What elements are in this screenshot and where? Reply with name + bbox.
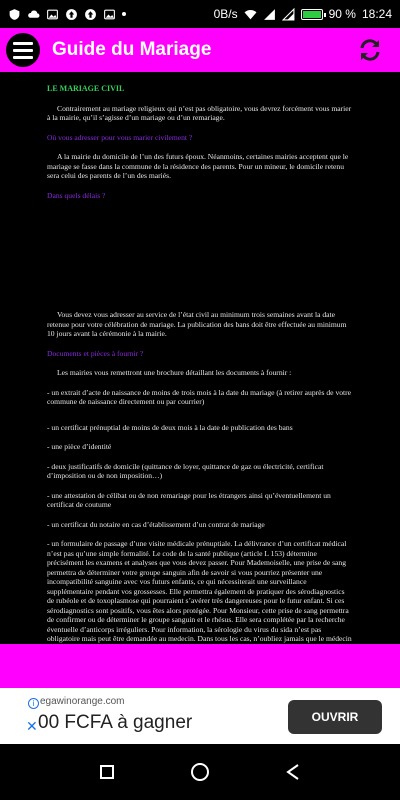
system-nav-bar	[0, 744, 400, 800]
list-item: - une pièce d’identité	[47, 442, 112, 452]
photo-icon	[103, 8, 116, 21]
blank-space	[47, 200, 353, 300]
article-content[interactable]	[0, 72, 400, 644]
signal-icon	[263, 8, 276, 21]
status-right	[214, 7, 392, 21]
battery-icon	[301, 9, 323, 20]
home-icon[interactable]	[186, 758, 214, 786]
app-bar	[0, 28, 400, 72]
info-icon[interactable]: i	[28, 698, 39, 709]
notification-icons	[8, 8, 126, 21]
network-speed: 0B/s	[213, 7, 238, 21]
battery-percent: 90 %	[328, 7, 356, 21]
upload-icon	[84, 8, 97, 21]
section-link[interactable]: Où vous adresser pour vous marier civilement ?	[47, 132, 193, 142]
app-title: Guide du Mariage	[52, 39, 212, 60]
ad-banner[interactable]	[0, 688, 400, 744]
recents-icon[interactable]	[93, 758, 121, 786]
more-dot	[122, 12, 126, 16]
list-item: - un certificat du notaire en cas d’établissement d’un contrat de mariage	[47, 519, 265, 529]
clock: 18:24	[361, 7, 392, 21]
paragraph: Contrairement au mariage religieux qui n’est pas obligatoire, vous devrez forcément vous marier à la mairie, qu’il s’agisse d’un mariage ou d’un remariage.	[47, 104, 352, 123]
ad-url: egawinorange.com	[40, 696, 125, 707]
cloud-icon	[27, 8, 40, 21]
wifi-icon	[244, 8, 257, 21]
list-item: - un formulaire de passage d’une visite médicale prénuptiale. La délivrance d’un certificat médical n’est pas qu’une simple formalité. Le code de la santé publique (article L 153) détermine précisément les examens et analyses que vous devez passer. Pour Mademoiselle, une prise de sang permettra de déterminer votre groupe sanguin afin de savoir si vous pourriez présenter une incompatibilité sanguine avec vos futurs enfants, ce qui nécessiterait une surveillance supplémentaire pendant vos grossesses. Elle permettra également de pratiquer des sérodiagnostics de rubéole et de toxoplasmose qui pourraient s’avérer très dangereuses pour le futur enfant. Si ces sérodiagnostics sont positifs, vous êtes alors protégée. Pour Monsieur, cette prise de sang permettra de confirmer ou de déterminer le groupe sanguin et le rhésus. Elle sera complétée par la recherche éventuelle d’anticorps irréguliers. Pour information, la sérologie du virus du sida n’est pas obligatoire mais peut être demandée au medecin. Dans tous les cas, n’oubliez jamais que le médecin	[47, 539, 352, 644]
upload-icon	[65, 8, 78, 21]
photo-icon	[46, 8, 59, 21]
back-icon[interactable]	[279, 758, 307, 786]
list-item: - une attestation de célibat ou de non remariage pour les étrangers ainsi qu’éventuellement un certificat de coutume	[47, 490, 331, 510]
paragraph: Vous devez vous adresser au service de l’état civil au minimum trois semaines avant la date retenue pour votre célébration de mariage. La publication des bans doit être effectuée au minimum 10 jours avant la cérémonie à la mairie.	[47, 310, 347, 339]
hamburger-menu-icon[interactable]	[6, 33, 40, 67]
list-item: - un extrait d’acte de naissance de moins de trois mois à la date du mariage (à retirer auprès de votre commune de naissance directement ou par courrier)	[47, 387, 352, 407]
section-link[interactable]: Documents et pièces à fournir ?	[47, 348, 144, 358]
close-icon[interactable]: ✕	[26, 718, 38, 734]
article-heading: LE MARIAGE CIVIL	[47, 84, 125, 93]
status-bar	[0, 0, 400, 28]
paragraph: Les mairies vous remettront une brochure détaillant les documents à fournir :	[57, 368, 292, 378]
list-item: - un certificat prénuptial de moins de deux mois à la date de publication des bans	[47, 422, 293, 432]
ad-text: 00 FCFA à gagner	[38, 712, 193, 733]
bottom-bar	[0, 644, 400, 688]
shield-icon	[8, 8, 21, 21]
paragraph: A la mairie du domicile de l’un des futurs époux. Néanmoins, certaines mairies acceptent que le mariage se fasse dans la commune de la résidence des parents. Pour un mineur, le domicile retenu sera celui des parents de l’un des mariés.	[47, 152, 349, 181]
refresh-icon[interactable]	[356, 36, 384, 64]
section-link[interactable]: Dans quels délais ?	[47, 190, 106, 200]
list-item: - deux justificatifs de domicile (quittance de loyer, quittance de gaz ou électricité, certificat d’imposition ou de non imposition…)	[47, 461, 324, 481]
ad-open-button[interactable]: OUVRIR	[288, 700, 382, 734]
signal-icon	[282, 8, 295, 21]
